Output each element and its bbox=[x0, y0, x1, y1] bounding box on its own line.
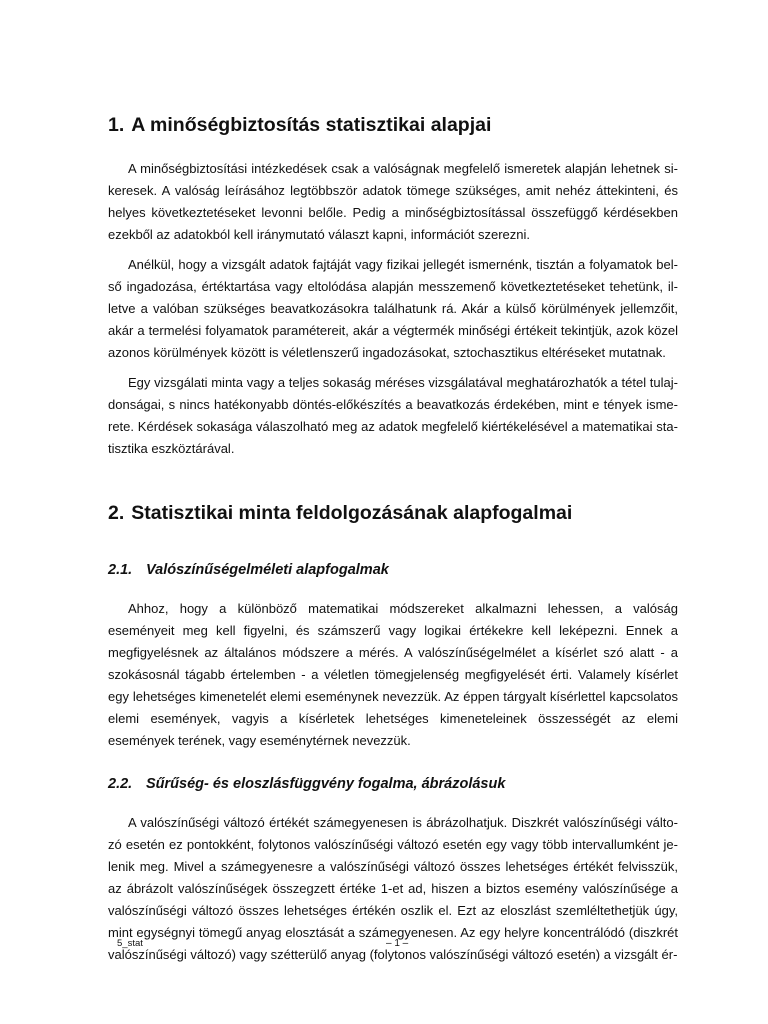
section-1-number: 1. bbox=[108, 114, 125, 136]
section-2-title: Statisztikai minta feldolgozásának alapfogalmai bbox=[131, 502, 573, 524]
footer-filename: 5_stat bbox=[117, 938, 143, 949]
section-1-paragraph-2: Anélkül, hogy a vizsgált adatok fajtáját vagy fizikai jellegét ismernénk, tisztán a folyamatok belső ingadozása, értéktartása vagy eltolódása alapján messzemenő következtetéseket tehetünk, illetve a valóban szükséges beavatkozásokra találhatunk rá. Akár a külső körülmények jellemzőit, akár a termelési folyamatok paramétereit, akár a végtermék minőségi értékeit tekintjük, azok közel azonos körülmények között is véletlenszerű ingadozásokat, sztochasztikus eltéréseket mutatnak. bbox=[108, 257, 678, 360]
subsection-2-2-paragraph-1: A valószínűségi változó értékét számegyenesen is ábrázolhatjuk. Diszkrét valószínűségi változó esetén ez pontokként, folytonos valószínűségi változó esetén egy vagy több intervallumként jelenik meg. Mivel a számegyenesre a valószínűségi változó összes lehetséges értékét felvisszük, az ábrázolt valószínűségek összegzett értéke 1-et ad, hiszen a biztos esemény valószínűsége a valószínűségi változó összes lehetséges értékén oszlik el. Ezt az eloszlást szemléltethetjük úgy, mint egységnyi tömegű anyag elosztását a számegyenesen. Az egy helyre koncentrálódó (diszkrét valószínűségi változó) vagy szétterülő anyag (folytonos valószínűségi változó esetén) a vizsgált ér- bbox=[108, 815, 678, 962]
footer-page-number: – 1 – bbox=[386, 938, 409, 949]
section-2-heading bbox=[108, 500, 678, 526]
section-2-number: 2. bbox=[108, 502, 125, 524]
section-1-paragraph-3: Egy vizsgálati minta vagy a teljes sokaság méréses vizsgálatával meghatározhatók a tétel tulajdonságai, s nincs hatékonyabb döntés-előkészítés a beavatkozás érdekében, mint e tények ismerete. Kérdések sokasága válaszolható meg az adatok megfelelő kiértékelésével a matematikai statisztika eszköztárával. bbox=[108, 375, 678, 456]
subsection-2-2-number: 2.2. bbox=[108, 776, 133, 792]
subsection-2-1-title: Valószínűségelméleti alapfogalmak bbox=[146, 562, 389, 578]
subsection-2-1-paragraph-1: Ahhoz, hogy a különböző matematikai módszereket alkalmazni lehessen, a valóság eseményeit meg kell figyelni, és számszerű vagy logikai értékekre kell leképezni. Ennek a megfigyelésnek az általános módszere a mérés. A valószínűségelmélet a kísérlet szó alatt - a szokásosnál tágabb értelemben - a véletlen tömegjelenség megfigyelését érti. Valamely kísérlet egy lehetséges kimenetelét elemi eseménynek nevezzük. Az éppen tárgyalt kísérlettel kapcsolatos elemi események, vagyis a kísérletek lehetséges kimeneteleinek összességét az elemi események terének, vagy eseménytérnek nevezzük. bbox=[108, 601, 678, 748]
subsection-2-1-heading bbox=[108, 560, 678, 580]
section-1-paragraph-1: A minőségbiztosítási intézkedések csak a valóságnak megfelelő ismeretek alapján lehetnek sikeresek. A valóság leírásához legtöbbször adatok tömege szükséges, amit nehéz áttekinteni, és helyes következtetéseket levonni belőle. Pedig a minőségbiztosítással összefüggő kérdésekben ezekből az adatokból kell iránymutató választ kapni, információt szerezni. bbox=[108, 161, 678, 242]
subsection-2-1-number: 2.1. bbox=[108, 562, 133, 578]
subsection-2-2-title: Sűrűség- és eloszlásfüggvény fogalma, ábrázolásuk bbox=[146, 776, 506, 792]
document-body bbox=[108, 112, 678, 974]
subsection-2-2-heading bbox=[108, 774, 678, 794]
section-1-heading bbox=[108, 112, 678, 138]
section-1-title: A minőségbiztosítás statisztikai alapjai bbox=[131, 114, 492, 136]
